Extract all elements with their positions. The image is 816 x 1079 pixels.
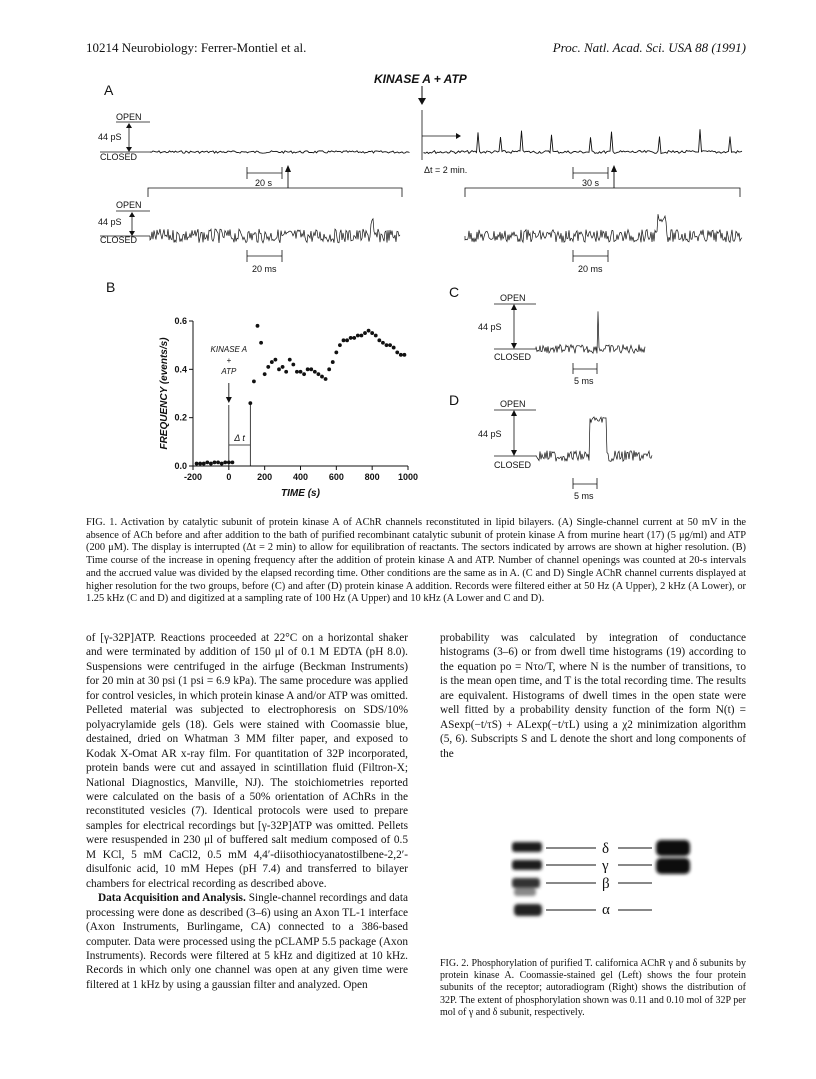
data-point (195, 462, 199, 466)
x-tick-label: 1000 (397, 472, 419, 482)
data-point (356, 334, 360, 338)
autoradiogram-lane (656, 840, 690, 874)
y-axis-label: FREQUENCY (events/s) (159, 337, 170, 450)
figure-2-caption: FIG. 2. Phosphorylation of purified T. californica AChR γ and δ subunits by protein kinase A. Coomassie-stained gel (Left) shows the four protein subunits of the receptor; autoradiogram (Right) shows the distribution of 32P. The extent of phosphorylation shown was 0.11 and 0.10 mol of 32P per mol of γ and δ subunit, respectively. (440, 958, 746, 1018)
data-point (259, 341, 263, 345)
delta-t-label: Δt = 2 min. (424, 165, 468, 175)
data-point (320, 375, 324, 379)
band-beta: β (602, 876, 610, 892)
scale-30s: 30 s (582, 178, 600, 188)
running-header-left: 10214 Neurobiology: Ferrer-Montiel et al. (86, 40, 307, 55)
data-point (352, 336, 356, 340)
data-point (205, 460, 209, 464)
data-point (248, 401, 252, 405)
band-alpha: α (602, 902, 610, 918)
data-point (202, 462, 206, 466)
data-point (281, 365, 285, 369)
kinase-annotation-arrowhead (226, 397, 232, 403)
data-point (403, 353, 407, 357)
data-point (381, 341, 385, 345)
y-tick-label: 0.0 (174, 461, 187, 471)
running-header-right: Proc. Natl. Acad. Sci. USA 88 (1991) (552, 40, 746, 55)
c-open-label: OPEN (500, 293, 526, 303)
data-point (363, 331, 367, 335)
delta-t-label: Δ t (234, 433, 245, 443)
data-point (231, 460, 235, 464)
data-point (342, 338, 346, 342)
x-tick-label: -200 (183, 472, 203, 482)
data-point (274, 358, 278, 362)
scale-20s: 20 s (255, 178, 273, 188)
data-point (392, 346, 396, 350)
figure-2-gel (510, 836, 710, 931)
right-column (440, 631, 746, 761)
panel-a-letter: A (104, 82, 114, 98)
band-gamma: γ (602, 858, 609, 874)
section-heading-data-acquisition: Data Acquisition and Analysis. (98, 892, 246, 905)
data-point (284, 370, 288, 374)
data-point (216, 460, 220, 464)
data-point (370, 331, 374, 335)
data-point (306, 367, 310, 371)
c-conductance: 44 pS (478, 322, 502, 332)
data-point (256, 324, 260, 328)
x-tick-label: 200 (257, 472, 273, 482)
data-point (220, 462, 224, 466)
left-paragraph-2 (86, 891, 408, 992)
upper-open-label: OPEN (116, 112, 142, 122)
x-tick-label: 800 (364, 472, 380, 482)
lower-trace-after (465, 214, 742, 242)
frequency-chart (159, 316, 418, 499)
lower-open-label: OPEN (116, 200, 142, 210)
data-point (374, 334, 378, 338)
left-paragraph-1: of [γ-32P]ATP. Reactions proceeded at 22°C on a horizontal shaker and were terminated by addition of 150 μl of 0.1 M EDTA (pH 8.0). Suspensions were centrifuged in the airfuge (Beckman Instruments) for 20 min at 30 psi (1 psi = 6.9 kPa). The same procedure was applied for control vesicles, in which protein kinase A and/or ATP was omitted. Pelleted material was subjected to electrophoresis on SDS/10% polyacrylamide gels (18). Gels were stained with Coomassie blue, destained, dried on Whatman 3 MM filter paper, and exposed to Kodak X-Omat AR x-ray film. For quantitation of 32P incorporated, protein bands were cut and assayed in scintillation fluid (Filtron-X; National Diagnostics, Manville, NJ). The stoichiometries reported were calculated on the basis of a 50% orientation of AChRs in the reconstituted vesicles (7). Identical protocols were used to prepare samples for electrical recordings but [γ-32P]ATP was omitted. Pellets were resuspended in 230 μl of buffered salt medium composed of 0.5 M KCl, 5 mM CaCl2, 0.5 mM 4,4′-diisothiocyanatostilbene-2,2′-disulfonic acid, 10 mM Hepes (pH 7.4) and transferred to bilayer chambers for electrical recording as described above. (86, 632, 408, 890)
data-point (309, 367, 313, 371)
d-closed-label: CLOSED (494, 460, 532, 470)
data-point (367, 329, 371, 333)
trace-c (536, 311, 645, 353)
kinase-label: KINASE A + ATP (374, 72, 467, 86)
x-tick-label: 600 (328, 472, 344, 482)
scale-20ms-left: 20 ms (252, 264, 277, 274)
data-point (266, 365, 270, 369)
kinase-annotation-line: + (226, 356, 232, 365)
data-point (291, 363, 295, 367)
data-point (277, 367, 281, 371)
data-point (317, 372, 321, 376)
scale-20ms-right: 20 ms (578, 264, 603, 274)
data-point (377, 338, 381, 342)
lower-trace-before (150, 219, 400, 243)
data-point (213, 460, 217, 464)
data-point (334, 351, 338, 355)
c-scale: 5 ms (574, 376, 594, 386)
upper-trace-after (424, 129, 742, 153)
left-paragraph-2-text: Single-channel recordings and data processing were done as described (3–6) using an Axon TL-1 interface (Axon Instruments, Burlingame, CA) connected to a 386-based computer. Data were processed using the pCLAMP 5.5 package (Axon Instruments). Records were filtered at 5 kHz and digitized at 10 kHz. Records in which only one channel was open at any given time were filtered at 1 kHz by using a gaussian filter and analyzed. Open (86, 892, 408, 991)
trace-d (536, 417, 652, 462)
data-point (198, 462, 202, 466)
panel-b-letter: B (106, 279, 116, 295)
data-point (327, 367, 331, 371)
kinase-arrowhead (418, 98, 426, 105)
x-tick-label: 0 (226, 472, 232, 482)
data-point (252, 380, 256, 384)
data-point (388, 343, 392, 347)
data-point (302, 372, 306, 376)
d-open-label: OPEN (500, 399, 526, 409)
data-point (395, 351, 399, 355)
data-point (385, 343, 389, 347)
kinase-annotation-line: ATP (221, 367, 237, 376)
data-point (349, 336, 353, 340)
d-conductance: 44 pS (478, 429, 502, 439)
data-point (331, 360, 335, 364)
lower-closed-label: CLOSED (100, 235, 138, 245)
data-point (360, 334, 364, 338)
lower-conductance: 44 pS (98, 217, 122, 227)
y-tick-label: 0.6 (174, 316, 187, 326)
y-tick-label: 0.4 (174, 364, 187, 375)
data-point (270, 360, 274, 364)
x-tick-label: 400 (292, 472, 309, 482)
coomassie-lane (512, 842, 542, 916)
data-point (338, 343, 342, 347)
band-delta: δ (602, 841, 610, 857)
c-closed-label: CLOSED (494, 352, 532, 362)
y-tick-label: 0.2 (174, 412, 187, 423)
kinase-annotation-line: KINASE A (210, 345, 248, 354)
data-point (223, 460, 227, 464)
data-point (288, 358, 292, 362)
data-point (299, 370, 303, 374)
upper-closed-label: CLOSED (100, 152, 138, 162)
right-paragraph-1: probability was calculated by integration of conductance histograms (3–6) or from dwell time histograms (19) according to the equation po = Nτo/T, where N is the number of transitions, τo is the mean open time, and T is the total recording time. The results are equivalent. Histograms of dwell times in the open state were well fitted by a probability density function of the form N(t) = ASexp(−t/τS) + ALexp(−t/τL) using a χ2 minimization algorithm (5, 6). Subscripts S and L denote the short and long components of the (440, 632, 746, 760)
data-point (209, 462, 213, 466)
data-point (263, 372, 267, 376)
data-point (345, 338, 349, 342)
data-point (399, 353, 403, 357)
data-point (324, 377, 328, 381)
figure-1 (0, 0, 816, 515)
left-column (86, 631, 408, 992)
data-point (313, 370, 317, 374)
panel-d-letter: D (449, 392, 460, 408)
upper-trace-before (150, 151, 410, 153)
d-scale: 5 ms (574, 491, 594, 501)
upper-conductance: 44 pS (98, 132, 122, 142)
data-point (227, 460, 231, 464)
figure-1-caption: FIG. 1. Activation by catalytic subunit of protein kinase A of AChR channels reconstituted in lipid bilayers. (A) Single-channel current at 50 mV in the absence of ACh before and after addition to the bath of purified recombinant catalytic subunit of protein kinase A from murine heart (17) (5 μg/ml) and ATP (200 μM). The display is interrupted (Δt = 2 min) to allow for equilibration of reactants. The sectors indicated by arrows are shown at higher resolution. (B) Time course of the increase in opening frequency after the addition of protein kinase A and ATP. Number of channel openings was counted at 20-s intervals and the accrued value was divided by the elapsed recording time. Other conditions are the same as in A. (C and D) Single AChR channel currents displayed at higher resolution for the two groups, before (C) and after (D) protein kinase A addition. Records were filtered either at 50 Hz (A Upper), 2 kHz (A Lower), or 1.25 kHz (C and D) and digitized at a sampling rate of 100 Hz (A Upper) and 10 kHz (A Lower and C and D). (86, 517, 746, 605)
x-axis-label: TIME (s) (281, 488, 320, 499)
data-point (295, 370, 299, 374)
panel-c-letter: C (449, 284, 460, 300)
